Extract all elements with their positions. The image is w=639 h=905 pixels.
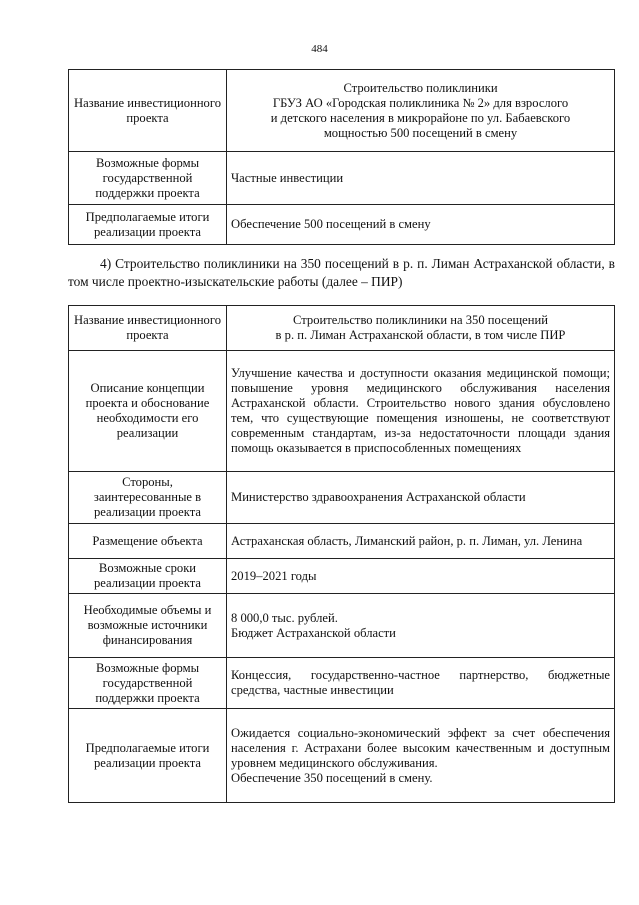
row-label: Возможные сроки реализации проекта bbox=[69, 559, 227, 594]
table-row bbox=[69, 709, 615, 803]
table-row bbox=[69, 658, 615, 709]
row-value bbox=[227, 70, 615, 152]
value-line: Астраханская область, Лиманский район, р. п. Лиман, ул. Ленина bbox=[231, 533, 583, 548]
row-label: Название инвестиционного проекта bbox=[69, 70, 227, 152]
row-label: Размещение объекта bbox=[69, 524, 227, 559]
row-label: Возможные формы государственной поддержки проекта bbox=[69, 152, 227, 205]
value-line: 2019–2021 годы bbox=[231, 568, 317, 583]
row-label: Описание концепции проекта и обоснование необходимости его реализации bbox=[69, 351, 227, 472]
page-number: 484 bbox=[311, 43, 328, 55]
investment-project-table-1 bbox=[68, 69, 615, 245]
row-value bbox=[227, 658, 615, 709]
row-label: Предполагаемые итоги реализации проекта bbox=[69, 709, 227, 803]
table-row bbox=[69, 205, 615, 245]
investment-project-table-2 bbox=[68, 305, 615, 803]
row-value bbox=[227, 351, 615, 472]
value-line: и детского населения в микрорайоне по ул. Бабаевского bbox=[270, 110, 571, 125]
section-paragraph: 4) Строительство поликлиники на 350 посещений в р. п. Лиман Астраханской области, в том числе проектно-изыскательские работы (далее – ПИР) bbox=[68, 256, 615, 289]
value-line: в р. п. Лиман Астраханской области, в том числе ПИР bbox=[275, 328, 566, 342]
value-line: мощностью 500 посещений в смену bbox=[323, 125, 518, 140]
row-label: Возможные формы государственной поддержки проекта bbox=[69, 658, 227, 709]
row-label: Название инвестиционного проекта bbox=[69, 306, 227, 351]
row-label: Стороны, заинтересованные в реализации проекта bbox=[69, 472, 227, 524]
value-line: Строительство поликлиники на 350 посещений bbox=[293, 313, 548, 327]
row-value bbox=[227, 559, 615, 594]
table-row bbox=[69, 594, 615, 658]
row-value bbox=[227, 472, 615, 524]
row-value bbox=[227, 152, 615, 205]
row-value bbox=[227, 594, 615, 658]
table-row bbox=[69, 559, 615, 594]
table-row bbox=[69, 152, 615, 205]
value-line: Обеспечение 350 посещений в смену. bbox=[231, 770, 433, 785]
row-value bbox=[227, 524, 615, 559]
row-label: Необходимые объемы и возможные источники финансирования bbox=[69, 594, 227, 658]
value-line: Концессия, государственно-частное партнерство, бюджетные средства, частные инвестиции bbox=[231, 668, 610, 697]
row-label: Предполагаемые итоги реализации проекта bbox=[69, 205, 227, 245]
value-line: Улучшение качества и доступности оказания медицинской помощи; повышение уровня медицинского обслуживания населения Астраханской области. Строительство нового здания обусловлено тем, что существующие помещения изношены, не соответствуют современным стандартам, из-за недостаточности площади здания помощь оказывается в приспособленных помещениях bbox=[231, 366, 610, 455]
row-value bbox=[227, 205, 615, 245]
table-row bbox=[69, 306, 615, 351]
value-line: Обеспечение 500 посещений в смену bbox=[231, 217, 431, 231]
table-row bbox=[69, 472, 615, 524]
value-line: Министерство здравоохранения Астраханской области bbox=[231, 490, 526, 504]
row-value bbox=[227, 709, 615, 803]
row-value bbox=[227, 306, 615, 351]
table-row bbox=[69, 70, 615, 152]
value-line: 8 000,0 тыс. рублей. bbox=[231, 610, 338, 625]
value-line: Строительство поликлиники bbox=[343, 80, 498, 95]
value-line: Частные инвестиции bbox=[231, 170, 344, 185]
table-row bbox=[69, 524, 615, 559]
value-line: Бюджет Астраханской области bbox=[231, 625, 396, 640]
value-line: ГБУЗ АО «Городская поликлиника № 2» для взрослого bbox=[272, 95, 569, 110]
value-line: Ожидается социально-экономический эффект за счет обеспечения населения г. Астрахани более высоким качественным и доступным уровнем медицинского обслуживания. bbox=[231, 725, 610, 770]
table-row bbox=[69, 351, 615, 472]
